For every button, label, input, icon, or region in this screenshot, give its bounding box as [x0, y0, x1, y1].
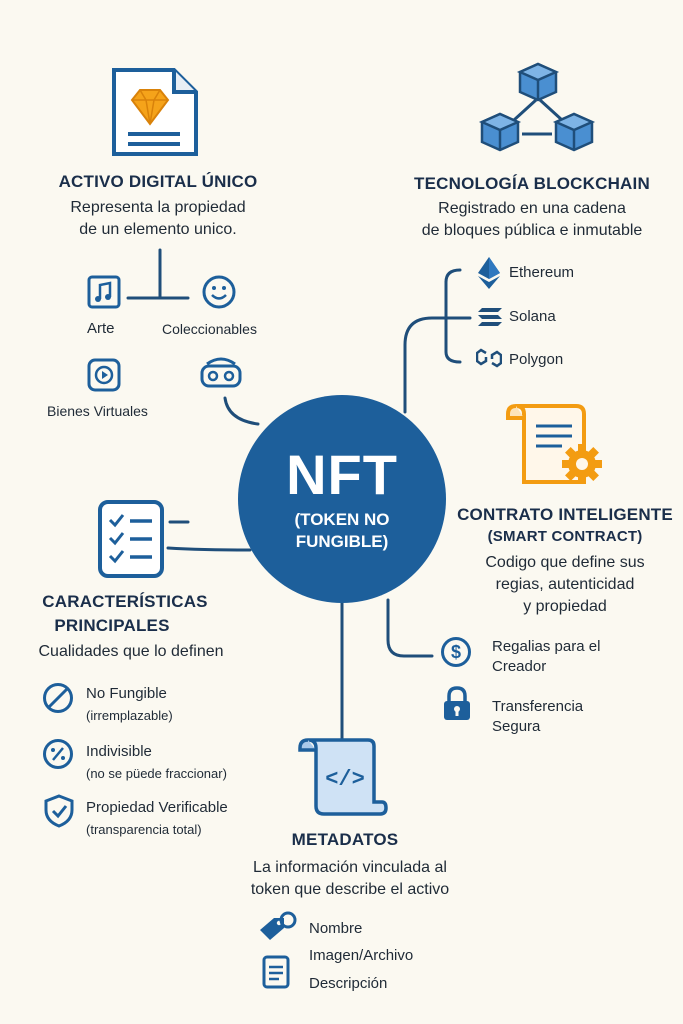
caracteristicas-title-line2: PRINCIPALES	[54, 616, 170, 635]
music-note-icon	[87, 275, 121, 309]
activo-desc-line2: de un elemento unico.	[79, 221, 237, 238]
metadatos-item-nombre: Nombre	[309, 920, 363, 937]
caracteristicas-desc: Cualidades que lo definen	[38, 643, 224, 660]
fraction-icon	[42, 738, 74, 770]
tag-icon	[256, 910, 298, 944]
activo-item-bienes-virtuales: Bienes Virtuales	[47, 403, 148, 419]
vr-headset-icon	[199, 356, 243, 390]
caracteristicas-title-line1: CARACTERÍSTICAS	[42, 592, 208, 611]
caracteristicas-item-no-fungible: No Fungible	[86, 685, 167, 702]
caracteristicas-item-propiedad-verificable: Propiedad Verificable	[86, 799, 228, 816]
metadatos-item-descripcion: Descripción	[309, 975, 388, 992]
blockchain-title: TECNOLOGÍA BLOCKCHAIN	[414, 174, 650, 193]
svg-text:</>: </>	[325, 767, 365, 792]
activo-desc-line1: Representa la propiedad	[70, 199, 246, 216]
document-icon	[262, 955, 290, 989]
contrato-subtitle: (SMART CONTRACT)	[487, 528, 643, 545]
activo-item-arte: Arte	[87, 320, 115, 337]
blockchain-item-solana: Solana	[509, 308, 556, 325]
no-icon	[42, 682, 74, 714]
metadatos-desc-line2: token que describe el activo	[250, 881, 450, 898]
caracteristicas-item-propiedad-verificable-sub: (transparencia total)	[86, 822, 202, 837]
ethereum-icon	[478, 257, 500, 289]
center-subtitle-line1: (TOKEN NO	[294, 510, 390, 529]
polygon-icon	[476, 347, 502, 369]
metadatos-title: METADATOS	[291, 830, 399, 849]
dollar-icon	[440, 636, 472, 668]
activo-item-coleccionables: Coleccionables	[162, 321, 257, 337]
solana-icon	[478, 307, 502, 327]
center-subtitle-line2: FUNGIBLE)	[295, 532, 389, 551]
blockchain-desc-line2: de bloques pública e inmutable	[421, 222, 643, 239]
contrato-item-regalias-line2: Creador	[492, 658, 547, 675]
contrato-item-transferencia-line1: Transferencia	[492, 698, 584, 715]
activo-title: ACTIVO DIGITAL ÚNICO	[58, 172, 258, 191]
nft-center-circle	[238, 395, 446, 603]
play-icon	[87, 358, 121, 392]
caracteristicas-item-no-fungible-sub: (irremplazable)	[86, 708, 173, 723]
contrato-desc-line2: regias, autenticidad	[495, 576, 635, 593]
caracteristicas-item-indivisible-sub: (no se püede fraccionar)	[86, 766, 227, 781]
contrato-desc-line1: Codigo que define sus	[485, 554, 645, 571]
blockchain-desc-line1: Registrado en una cadena	[438, 200, 626, 217]
svg-text:$: $	[450, 642, 462, 662]
blockchain-item-polygon: Polygon	[509, 351, 564, 368]
contrato-item-transferencia-line2: Segura	[492, 718, 541, 735]
center-title: NFT	[286, 443, 398, 506]
shield-check-icon	[44, 794, 74, 828]
contrato-desc-line3: y propiedad	[523, 598, 607, 615]
contrato-title: CONTRATO INTELIGENTE	[457, 505, 673, 524]
caracteristicas-item-indivisible: Indivisible	[86, 743, 152, 760]
blockchain-cubes-icon	[478, 60, 596, 156]
code-scroll-icon	[298, 736, 388, 818]
smiley-icon	[201, 274, 237, 310]
contract-gear-icon	[506, 402, 606, 494]
contrato-item-regalias-line1: Regalias para el	[492, 638, 601, 655]
diamond-document-icon	[110, 66, 202, 158]
checklist-icon	[98, 500, 164, 578]
lock-icon	[443, 686, 471, 722]
metadatos-item-imagen-archivo: Imagen/Archivo	[309, 947, 414, 964]
metadatos-desc-line1: La información vinculada al	[253, 859, 447, 876]
blockchain-item-ethereum: Ethereum	[509, 264, 575, 281]
